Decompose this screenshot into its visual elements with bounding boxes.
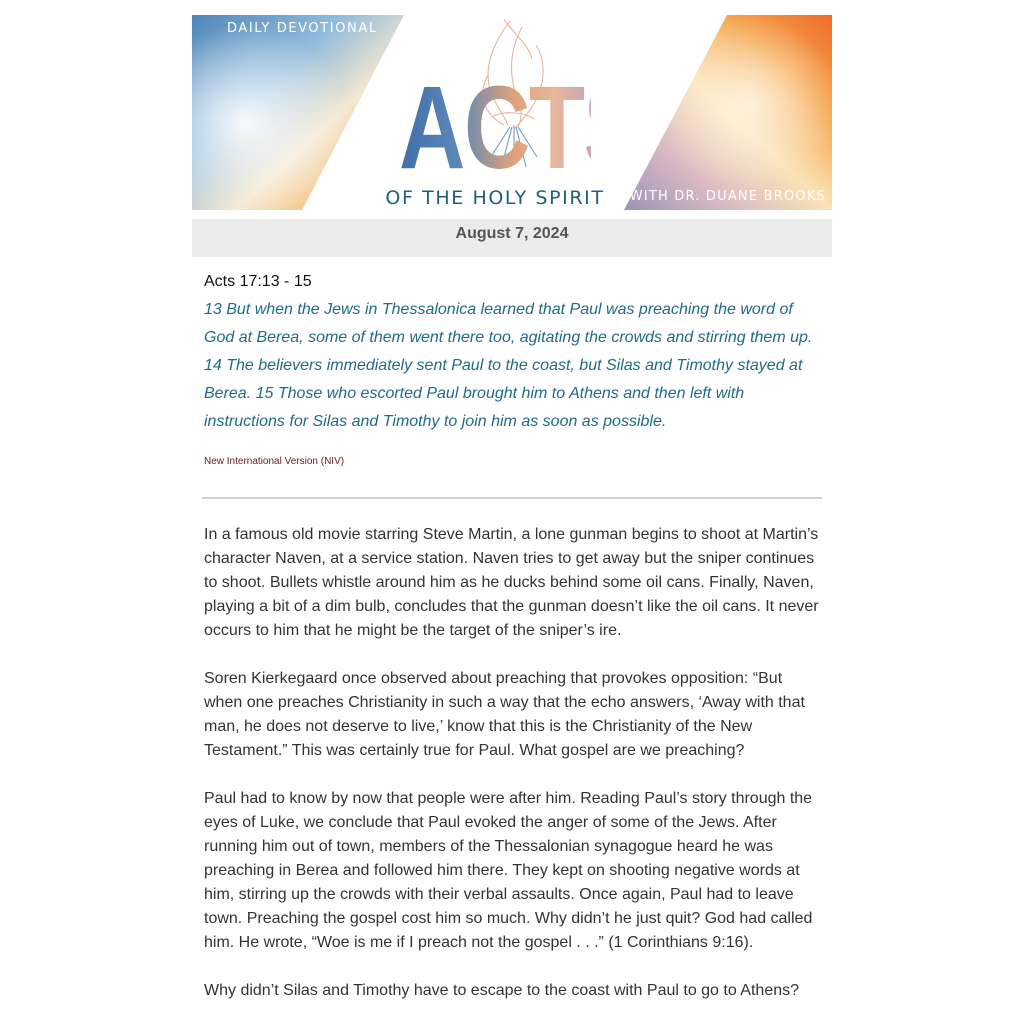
eyebrow-label: DAILY DEVOTIONAL (227, 21, 378, 36)
body-paragraph: Paul had to know by now that people were after him. Reading Paul’s story through the eyes of Luke, we conclude that Paul evoked the anger of some of the Jews. After running him out of town, members of the Thessalonian synagogue heard he was preaching in Berea and followed him there. They kept on shooting negative words at him, stirring up the crowds with their verbal assaults. Once again, Paul had to leave town. Preaching the gospel cost him so much. Why didn’t he just quit? God had called him. He wrote, “Woe is me if I preach not the gospel . . .” (1 Corinthians 9:16). (204, 790, 813, 951)
date-bar (192, 219, 832, 257)
scripture-reference: Acts 17:13 - 15 (204, 273, 312, 290)
author-byline: WITH DR. DUANE BROOKS (629, 189, 826, 204)
body-paragraph: Why didn’t Silas and Timothy have to escape to the coast with Paul to go to Athens? (204, 982, 800, 999)
scripture-text: 13 But when the Jews in Thessalonica learned that Paul was preaching the word of God at Berea, some of them went there too, agitating the crowds and stirring them up. 14 The believers immediately sent Paul to the coast, but Silas and Timothy stayed at Berea. 15 Those who escorted Paul brought him to Athens and then left with instructions for Silas and Timothy to join him as soon as possible. (204, 301, 813, 430)
series-subtitle: OF THE HOLY SPIRIT (385, 187, 605, 209)
body-paragraph: In a famous old movie starring Steve Martin, a lone gunman begins to shoot at Martin’s character Naven, at a service station. Naven tries to get away but the sniper continues to shoot. Bullets whistle around him as he ducks behind some oil cans. Finally, Naven, playing a bit of a dim bulb, concludes that the gunman doesn’t like the oil cans. It never occurs to him that he might be the target of the sniper’s ire. (204, 526, 819, 639)
series-title: ACTS (399, 62, 644, 194)
devotional-date: August 7, 2024 (455, 225, 569, 242)
header-banner (192, 15, 832, 210)
bible-version: New International Version (NIV) (204, 456, 345, 467)
body-paragraph: Soren Kierkegaard once observed about preaching that provokes opposition: “But when one preaches Christianity in such a way that the echo answers, ‘Away with that man, he does not deserve to live,’ know that this is the Christianity of the New Testament.” This was certainly true for Paul. What gospel are we preaching? (204, 670, 805, 759)
scripture-block (192, 257, 832, 467)
devotional-email (192, 15, 832, 1027)
devotional-body (192, 499, 832, 1003)
